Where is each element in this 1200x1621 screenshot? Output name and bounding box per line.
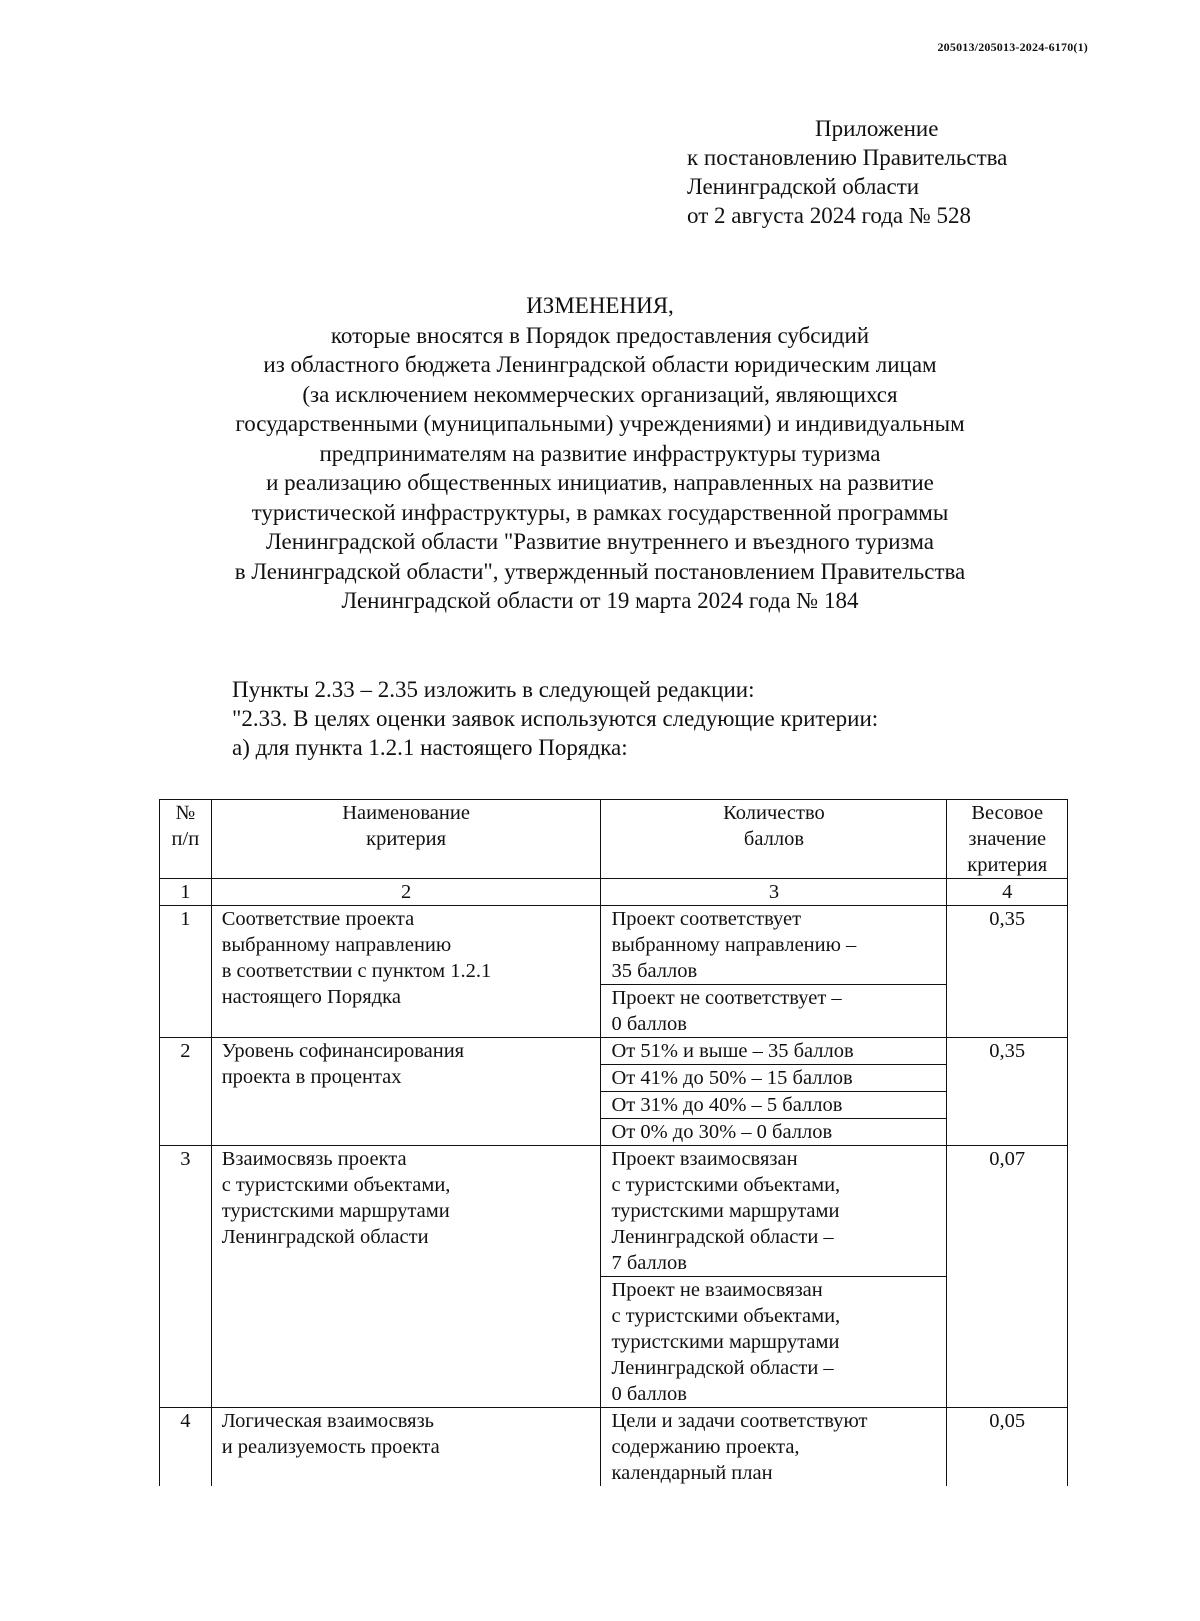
header-weight: Весовое значение критерия — [947, 800, 1068, 879]
header-score: Количество баллов — [601, 800, 947, 879]
criterion-name: Соответствие проекта выбранному направлению в соответствии с пунктом 1.2.1 настоящего Порядка — [211, 906, 601, 1038]
column-number: 1 — [160, 879, 212, 906]
row-number: 3 — [160, 1146, 212, 1408]
title-line: которые вносятся в Порядок предоставления субсидий — [330, 322, 870, 348]
score-option: От 31% до 40% – 5 баллов — [601, 1092, 947, 1119]
title-line: из областного бюджета Ленинградской области юридическим лицам — [263, 352, 937, 377]
column-number: 2 — [211, 879, 601, 906]
intro-line: Пункты 2.33 – 2.35 изложить в следующей редакции: — [232, 677, 755, 702]
table-row — [160, 1038, 1068, 1065]
header-number: № п/п — [160, 800, 212, 879]
table-row — [160, 906, 1068, 985]
table-row — [160, 1146, 1068, 1277]
document-id: 205013/205013-2024-6170(1) — [937, 40, 1088, 54]
appendix-line: Ленинградской области — [687, 174, 920, 199]
table-header-row — [160, 800, 1068, 879]
score-option: Проект взаимосвязан с туристскими объектами, туристскими маршрутами Ленинградской области – 7 баллов — [601, 1146, 947, 1277]
score-option: Цели и задачи соответствуют содержанию проекта, календарный план — [601, 1408, 947, 1487]
title-line: государственными (муниципальными) учреждениями) и индивидуальным — [235, 411, 965, 436]
criterion-weight: 0,07 — [947, 1146, 1068, 1408]
score-option: Проект соответствует выбранному направлению – 35 баллов — [601, 906, 947, 985]
title-line: Ленинградской области от 19 марта 2024 года № 184 — [341, 588, 859, 613]
score-option: Проект не взаимосвязан с туристскими объектами, туристскими маршрутами Ленинградской области – 0 баллов — [601, 1277, 947, 1408]
appendix-line: от 2 августа 2024 года № 528 — [687, 203, 972, 228]
score-option: От 0% до 30% – 0 баллов — [601, 1119, 947, 1146]
title-line: (за исключением некоммерческих организаций, являющихся — [302, 381, 898, 407]
score-option: От 41% до 50% – 15 баллов — [601, 1065, 947, 1092]
row-number: 2 — [160, 1038, 212, 1146]
table-row — [160, 1408, 1068, 1487]
intro-line: "2.33. В целях оценки заявок используются следующие критерии: — [232, 706, 879, 731]
appendix-block — [687, 114, 1007, 230]
row-number: 4 — [160, 1408, 212, 1487]
criterion-weight: 0,35 — [947, 906, 1068, 1038]
score-option: Проект не соответствует – 0 баллов — [601, 985, 947, 1038]
column-number-row — [160, 879, 1068, 906]
appendix-line: Приложение — [815, 116, 939, 141]
appendix-line: к постановлению Правительства — [687, 145, 1008, 170]
criteria-table — [159, 799, 1068, 1486]
title-line: в Ленинградской области", утвержденный постановлением Правительства — [234, 558, 966, 584]
intro-line: а) для пункта 1.2.1 настоящего Порядка: — [232, 735, 628, 760]
row-number: 1 — [160, 906, 212, 1038]
column-number: 4 — [947, 879, 1068, 906]
header-criterion-name: Наименование критерия — [211, 800, 601, 879]
criterion-weight: 0,35 — [947, 1038, 1068, 1146]
criterion-name: Взаимосвязь проекта с туристскими объектами, туристскими маршрутами Ленинградской области — [211, 1146, 601, 1408]
score-option: От 51% и выше – 35 баллов — [601, 1038, 947, 1065]
column-number: 3 — [601, 879, 947, 906]
criterion-weight: 0,05 — [947, 1408, 1068, 1487]
title-line: туристической инфраструктуры, в рамках государственной программы — [251, 499, 949, 525]
title-line: предпринимателям на развитие инфраструктуры туризма — [319, 440, 881, 466]
title-line: и реализацию общественных инициатив, направленных на развитие — [266, 470, 934, 495]
criterion-name: Логическая взаимосвязь и реализуемость проекта — [211, 1408, 601, 1487]
title-line: Ленинградской области "Развитие внутреннего и въездного туризма — [266, 529, 934, 554]
document-title — [150, 291, 1050, 616]
title-heading: ИЗМЕНЕНИЯ, — [526, 293, 674, 318]
intro-paragraph — [232, 675, 878, 762]
criterion-name: Уровень софинансирования проекта в процентах — [211, 1038, 601, 1146]
